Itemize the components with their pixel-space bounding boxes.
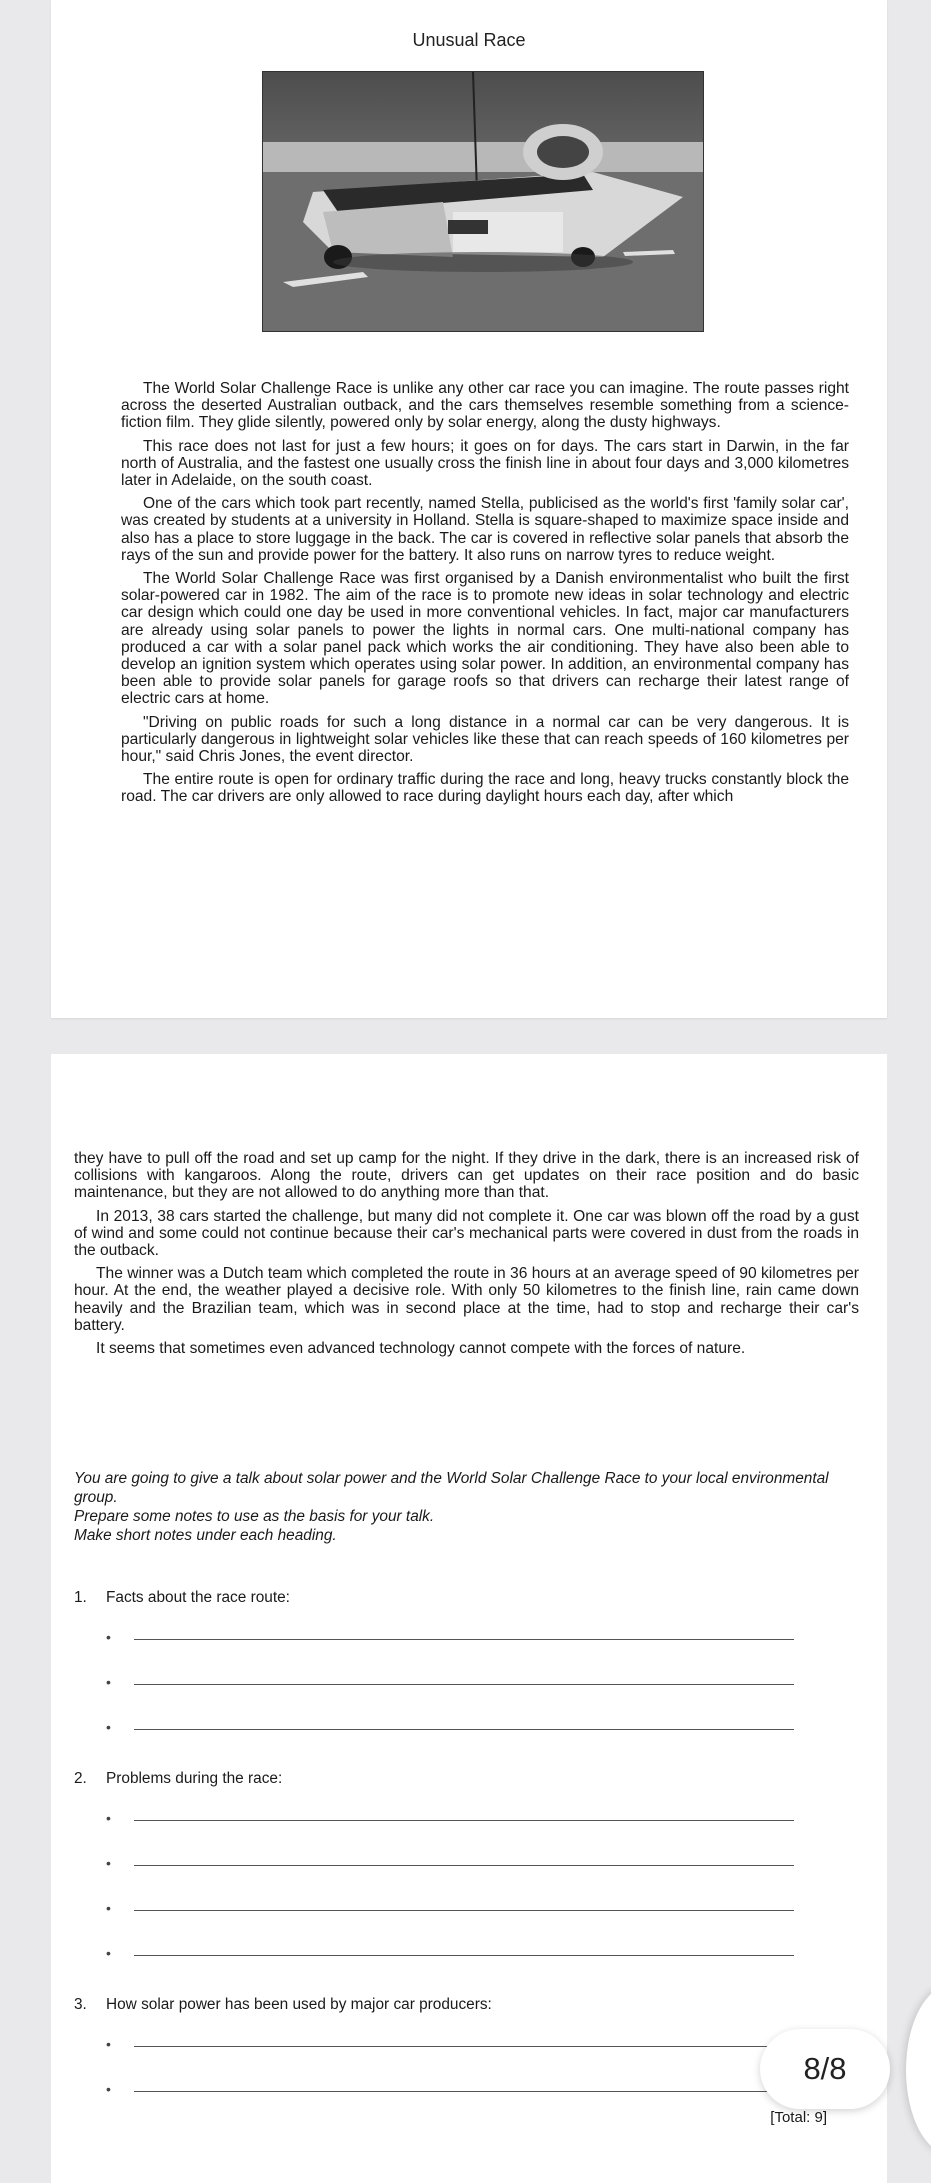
bullet: • — [106, 2081, 111, 2097]
paragraph: The entire route is open for ordinary traffic during the race and long, heavy trucks constantly block the road. The car drivers are only allowed to race during daylight hours each day, after which — [121, 771, 849, 806]
bullet: • — [106, 1719, 111, 1735]
solar-car-photo — [262, 71, 704, 332]
section-car-producers — [74, 1996, 854, 2106]
scroll-handle[interactable] — [906, 1985, 931, 2155]
answer-line[interactable] — [74, 1790, 854, 1835]
bullet: • — [106, 1674, 111, 1690]
section-heading — [74, 1996, 854, 2016]
paragraph: In 2013, 38 cars started the challenge, but many did not complete it. One car was blown off the road by a gust of wind and some could not continue because their car's mechanical parts were covered in dust from the roads in the outback. — [74, 1207, 859, 1260]
total-marks: [Total: 9] — [770, 2109, 827, 2126]
section-title: Facts about the race route: — [106, 1589, 290, 1606]
answer-line[interactable] — [74, 1609, 854, 1654]
section-number: 3. — [74, 1996, 87, 2013]
answer-line[interactable] — [74, 2016, 854, 2061]
page-1 — [51, 0, 887, 1018]
answer-line[interactable] — [74, 1835, 854, 1880]
page-indicator: 8/8 — [760, 2029, 890, 2109]
bullet: • — [106, 1855, 111, 1871]
paragraph: The World Solar Challenge Race was first organised by a Danish environmentalist who built the first solar-powered car in 1982. The aim of the race is to promote new ideas in solar technology and electric car design which could one day be used in more conventional vehicles. In fact, major car manufacturers are already using solar panels to power the lights in normal cars. One multi-national company has produced a car with a solar panel pack which works the air conditioning. They have also been able to develop an ignition system which operates using solar power. In addition, an environmental company has been able to provide solar panels for garage roofs so that drivers can recharge their latest range of electric cars at home. — [121, 570, 849, 708]
answer-rule — [134, 1955, 794, 1956]
paragraph: One of the cars which took part recently, named Stella, publicised as the world's first 'family solar car', was created by students at a university in Holland. Stella is square-shaped to maximize space inside and also has a place to store luggage in the back. The car is covered in reflective solar panels that absorb the rays of the sun and provide power for the battery. It also runs on narrow tyres to reduce weight. — [121, 495, 849, 564]
instruction-line: Prepare some notes to use as the basis for your talk. — [74, 1508, 435, 1525]
bullet: • — [106, 1945, 111, 1961]
instruction-line: Make short notes under each heading. — [74, 1527, 337, 1544]
section-number: 2. — [74, 1770, 87, 1787]
paragraph: This race does not last for just a few hours; it goes on for days. The cars start in Darwin, in the far north of Australia, and the fastest one usually cross the finish line in about four days and 3,000 kilometres later in Adelaide, on the south coast. — [121, 437, 849, 490]
bullet: • — [106, 1810, 111, 1826]
section-title: Problems during the race: — [106, 1770, 283, 1787]
paragraph: The World Solar Challenge Race is unlike any other car race you can imagine. The route passes right across the deserted Australian outback, and the cars themselves resemble something from a science-fiction film. They glide silently, powered only by solar energy, along the dusty highways. — [121, 380, 849, 432]
answer-line[interactable] — [74, 2061, 854, 2106]
paragraph: The winner was a Dutch team which completed the route in 36 hours at an average speed of 90 kilometres per hour. At the end, the weather played a decisive role. With only 50 kilometres to the finish line, rain came down heavily and the Brazilian team, which was in second place at the time, had to stop and recharge their car's battery. — [74, 1265, 859, 1334]
answer-line[interactable] — [74, 1654, 854, 1699]
paragraph: It seems that sometimes even advanced technology cannot compete with the forces of nature. — [96, 1340, 746, 1358]
answer-line[interactable] — [74, 1925, 854, 1970]
section-race-problems — [74, 1770, 854, 1970]
answer-rule — [134, 1684, 794, 1685]
answer-rule — [134, 1910, 794, 1911]
section-race-route — [74, 1589, 854, 1744]
article-body-part-1 — [121, 380, 849, 812]
section-heading — [74, 1589, 854, 1609]
answer-rule — [134, 1865, 794, 1866]
instruction-line: You are going to give a talk about solar power and the World Solar Challenge Race to your local environmental group. — [74, 1470, 829, 1506]
section-heading — [74, 1770, 854, 1790]
task-instructions — [74, 1469, 859, 1545]
bullet: • — [106, 1900, 111, 1916]
answer-rule — [134, 2091, 794, 2092]
answer-rule — [134, 2046, 794, 2047]
answer-line[interactable] — [74, 1699, 854, 1744]
answer-line[interactable] — [74, 1880, 854, 1925]
answer-rule — [134, 1820, 794, 1821]
section-title: How solar power has been used by major car producers: — [106, 1996, 492, 2013]
answer-rule — [134, 1639, 794, 1640]
paragraph: "Driving on public roads for such a long distance in a normal car can be very dangerous. It is particularly dangerous in lightweight solar vehicles like these that can reach speeds of 160 kilometres per hour," said Chris Jones, the event director. — [121, 713, 849, 766]
answer-rule — [134, 1729, 794, 1730]
article-title: Unusual Race — [412, 30, 526, 50]
bullet: • — [106, 2036, 111, 2052]
page-2 — [51, 1054, 887, 2183]
bullet: • — [106, 1629, 111, 1645]
article-body-part-2 — [74, 1150, 859, 1363]
paragraph: they have to pull off the road and set up camp for the night. If they drive in the dark, there is an increased risk of collisions with kangaroos. Along the route, drivers can get updates on their race position and do basic maintenance, but they are not allowed to do anything more than that. — [74, 1150, 859, 1202]
section-number: 1. — [74, 1589, 87, 1606]
